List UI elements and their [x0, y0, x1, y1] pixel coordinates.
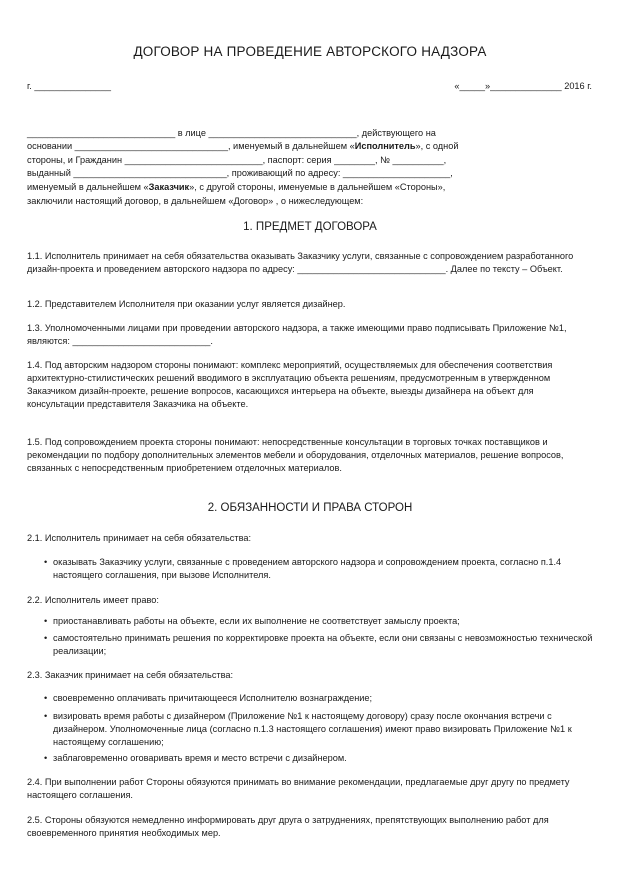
bullet-icon: • [44, 633, 48, 643]
bullet-icon: • [44, 557, 48, 567]
section-1-heading: 1. ПРЕДМЕТ ДОГОВОРА [243, 221, 377, 233]
date-field: «_____»______________ 2016 г. [454, 81, 592, 91]
list-item: • приостанавливать работы на объекте, если их выполнение не соответствует замыслу проекта; [44, 616, 460, 626]
clause-2-5: 2.5. Стороны обязуются немедленно информировать друг друга о затруднениях, препятствующих выполнению работ для своевременного принятия необходимых мер. [27, 815, 549, 838]
document-title: ДОГОВОР НА ПРОВЕДЕНИЕ АВТОРСКОГО НАДЗОРА [133, 44, 487, 59]
bullet-icon: • [44, 616, 48, 626]
preamble-line-5: именуемый в дальнейшем «Заказчик», с другой стороны, именуемые в дальнейшем «Стороны», [27, 182, 446, 192]
bullet-icon: • [44, 753, 48, 763]
city-field: г. _______________ [27, 81, 111, 91]
preamble-line-4: выданный ______________________________, проживающий по адресу: _____________________, [27, 168, 453, 178]
customer-term: Заказчик [148, 182, 190, 192]
clause-2-4: 2.4. При выполнении работ Стороны обязуются принимать во внимание рекомендации, предлагаемые друг другу по предмету настоящего соглашения. [27, 777, 570, 800]
list-item: • своевременно оплачивать причитающееся Исполнителю вознаграждение; [44, 693, 373, 703]
executor-term: Исполнитель [354, 141, 416, 151]
list-item: • оказывать Заказчику услуги, связанные с проведением авторского надзора и сопровождением проекта, согласно п.1.4 настоящего соглашения, при вызове Исполнителя. [44, 557, 562, 580]
clause-1-3: 1.3. Уполномоченными лицами при проведении авторского надзора, а также имеющими право подписывать Приложение №1, являются: ___________________________. [27, 323, 567, 346]
preamble-line-3: стороны, и Гражданин ___________________________, паспорт: серия ________, № __________, [27, 155, 447, 165]
list-item: • визировать время работы с дизайнером (Приложение №1 к настоящему договору) сразу после окончания встречи с дизайнером. Уполномоченные лица (согласно п.1.3 настоящего соглашения) имеют право визировать Приложение №1 к настоящему соглашению; [44, 711, 572, 747]
preamble-line-1: _____________________________ в лице _____________________________, действующего на [27, 128, 436, 138]
clause-1-5: 1.5. Под сопровождением проекта стороны понимают: непосредственные консультации в торговых точках поставщиков и рекомендации по подбору дополнительных элементов мебели и оборудования, отделочных материалов, решение вопросов, связанных с непосредственным приобретением отделочных материалов. [27, 437, 564, 473]
section-2-heading: 2. ОБЯЗАННОСТИ И ПРАВА СТОРОН [207, 502, 413, 514]
clause-1-1: 1.1. Исполнитель принимает на себя обязательства оказывать Заказчику услуги, связанные с сопровождением разработанного дизайн-проекта и проведением авторского надзора по адресу: _____________________________. Далее по тексту – Объект. [27, 251, 574, 274]
clause-1-4: 1.4. Под авторским надзором стороны понимают: комплекс мероприятий, осуществляемых для обеспечения соответствия архитектурно-стилистических решений вводимого в эксплуатацию объекта решениям, предусмотренным в утвержденном Заказчиком дизайн-проекте, решение вопросов, касающихся интерьера на объекте, выезды дизайнера на объект для консультации представителя Заказчика на объекте. [27, 360, 553, 409]
preamble-line-2: основании ______________________________, именуемый в дальнейшем «Исполнитель», с одной [27, 141, 459, 151]
list-item: • самостоятельно принимать решения по корректировке проекта на объекте, если они связаны с невозможностью технической реализации; [44, 633, 593, 656]
clause-2-3: 2.3. Заказчик принимает на себя обязательства: [27, 670, 234, 680]
bullet-icon: • [44, 711, 48, 721]
clause-2-2: 2.2. Исполнитель имеет право: [27, 595, 159, 605]
bullet-icon: • [44, 693, 48, 703]
clause-2-1: 2.1. Исполнитель принимает на себя обязательства: [27, 533, 252, 543]
preamble-line-6: заключили настоящий договор, в дальнейшем «Договор» , о нижеследующем: [27, 196, 364, 206]
list-item: • заблаговременно оговаривать время и место встречи с дизайнером. [44, 753, 347, 763]
clause-1-2: 1.2. Представителем Исполнителя при оказании услуг является дизайнер. [27, 299, 346, 309]
